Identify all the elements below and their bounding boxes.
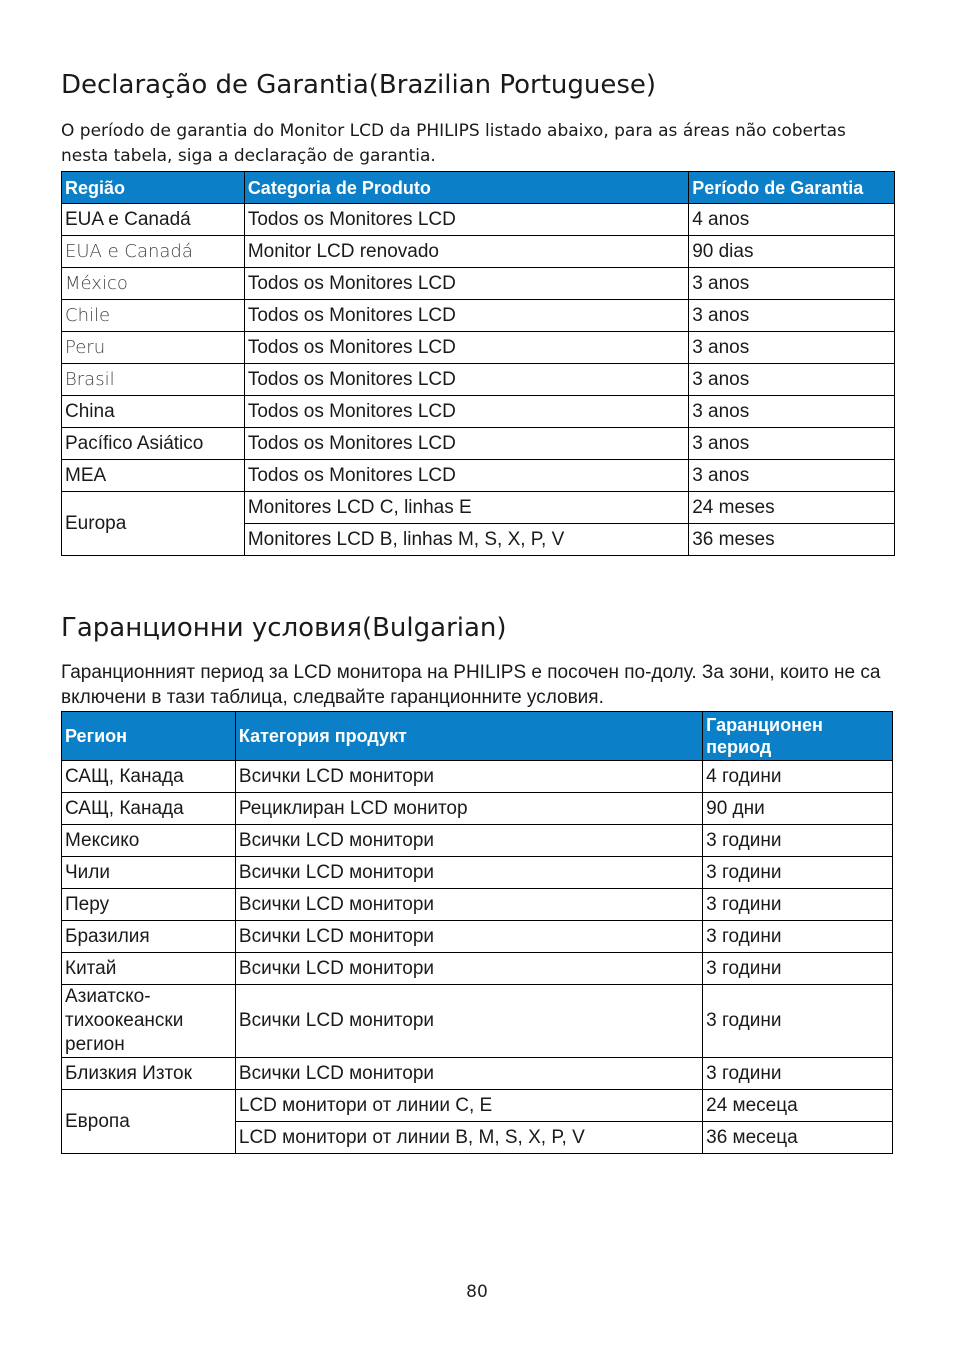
region-cell: Китай <box>62 953 236 985</box>
table-row <box>62 857 893 889</box>
region-cell: China <box>62 396 245 428</box>
category-cell: Todos os Monitores LCD <box>244 300 688 332</box>
category-cell: Всички LCD монитори <box>235 857 702 889</box>
table-row <box>62 953 893 985</box>
region-cell: México <box>62 268 245 300</box>
region-cell: Pacífico Asiático <box>62 428 245 460</box>
period-cell: 3 anos <box>689 300 895 332</box>
period-cell: 3 anos <box>689 396 895 428</box>
category-cell: Всички LCD монитори <box>235 761 702 793</box>
pt-section-intro: O período de garantia do Monitor LCD da PHILIPS listado abaixo, para as áreas não cobertas nesta tabela, siga a declaração de garantia. <box>61 121 846 166</box>
category-cell: Monitores LCD C, linhas E <box>244 492 688 524</box>
region-cell: Близкия Изток <box>62 1058 236 1090</box>
category-cell: Todos os Monitores LCD <box>244 428 688 460</box>
period-cell: 4 anos <box>689 204 895 236</box>
period-cell: 90 дни <box>703 793 893 825</box>
period-cell: 3 anos <box>689 364 895 396</box>
region-cell: Chile <box>62 300 245 332</box>
category-cell: LCD монитори от линии C, E <box>235 1090 702 1122</box>
category-cell: Рециклиран LCD монитор <box>235 793 702 825</box>
period-cell: 36 месеца <box>703 1122 893 1154</box>
header-period: Гаранционен период <box>703 712 893 761</box>
region-cell: MEA <box>62 460 245 492</box>
bg-section-title: Гаранционни условия(Bulgarian) <box>61 613 507 643</box>
region-cell-europe: Европа <box>62 1090 236 1154</box>
category-cell: Всички LCD монитори <box>235 921 702 953</box>
table-row <box>62 825 893 857</box>
category-cell: Todos os Monitores LCD <box>244 460 688 492</box>
bg-warranty-table <box>61 711 893 1154</box>
region-cell: Бразилия <box>62 921 236 953</box>
region-cell: Мексико <box>62 825 236 857</box>
table-row <box>62 985 893 1058</box>
period-cell: 4 години <box>703 761 893 793</box>
table-row <box>62 300 895 332</box>
period-cell: 3 години <box>703 825 893 857</box>
region-cell: Чили <box>62 857 236 889</box>
period-cell: 3 години <box>703 985 893 1058</box>
period-cell: 24 месеца <box>703 1090 893 1122</box>
header-category: Категория продукт <box>235 712 702 761</box>
table-row <box>62 364 895 396</box>
table-row <box>62 332 895 364</box>
header-region: Região <box>62 172 245 204</box>
period-cell: 3 години <box>703 921 893 953</box>
period-cell: 3 anos <box>689 332 895 364</box>
region-cell: САЩ, Канада <box>62 793 236 825</box>
header-period: Período de Garantia <box>689 172 895 204</box>
category-cell: Todos os Monitores LCD <box>244 396 688 428</box>
category-cell: Monitores LCD B, linhas M, S, X, P, V <box>244 524 688 556</box>
table-header-row <box>62 712 893 761</box>
page-number: 80 <box>466 1282 488 1302</box>
table-row <box>62 793 893 825</box>
table-row <box>62 460 895 492</box>
category-cell: Monitor LCD renovado <box>244 236 688 268</box>
category-cell: Всички LCD монитори <box>235 889 702 921</box>
region-cell: Brasil <box>62 364 245 396</box>
bg-section-intro: Гаранционният период за LCD монитора на PHILIPS е посочен по-долу. За зони, които не са включени в тази таблица, следвайте гаранционните условия. <box>61 662 881 708</box>
region-cell: САЩ, Канада <box>62 761 236 793</box>
table-row <box>62 268 895 300</box>
table-row <box>62 396 895 428</box>
region-cell: Азиатско-тихоокеански регион <box>62 985 236 1058</box>
region-cell-europe: Europa <box>62 492 245 556</box>
table-header-row <box>62 172 895 204</box>
category-cell: LCD монитори от линии B, M, S, X, P, V <box>235 1122 702 1154</box>
category-cell: Todos os Monitores LCD <box>244 268 688 300</box>
category-cell: Всички LCD монитори <box>235 825 702 857</box>
region-cell: Перу <box>62 889 236 921</box>
period-cell: 36 meses <box>689 524 895 556</box>
period-cell: 3 anos <box>689 428 895 460</box>
period-cell: 3 години <box>703 857 893 889</box>
period-cell: 3 anos <box>689 268 895 300</box>
table-row <box>62 1090 893 1122</box>
period-cell: 3 години <box>703 953 893 985</box>
period-cell: 3 години <box>703 1058 893 1090</box>
table-row <box>62 236 895 268</box>
period-cell: 3 години <box>703 889 893 921</box>
category-cell: Всички LCD монитори <box>235 1058 702 1090</box>
table-row <box>62 428 895 460</box>
region-cell: EUA e Canadá <box>62 236 245 268</box>
category-cell: Todos os Monitores LCD <box>244 204 688 236</box>
pt-section-title: Declaração de Garantia(Brazilian Portuguese) <box>61 70 657 100</box>
pt-warranty-table <box>61 171 895 556</box>
period-cell: 3 anos <box>689 460 895 492</box>
region-cell: Peru <box>62 332 245 364</box>
category-cell: Всички LCD монитори <box>235 985 702 1058</box>
category-cell: Всички LCD монитори <box>235 953 702 985</box>
header-category: Categoria de Produto <box>244 172 688 204</box>
table-row <box>62 492 895 524</box>
category-cell: Todos os Monitores LCD <box>244 332 688 364</box>
header-region: Регион <box>62 712 236 761</box>
region-cell: EUA e Canadá <box>62 204 245 236</box>
period-cell: 90 dias <box>689 236 895 268</box>
table-row <box>62 204 895 236</box>
period-cell: 24 meses <box>689 492 895 524</box>
table-row <box>62 921 893 953</box>
category-cell: Todos os Monitores LCD <box>244 364 688 396</box>
table-row <box>62 889 893 921</box>
table-row <box>62 1058 893 1090</box>
table-row <box>62 761 893 793</box>
